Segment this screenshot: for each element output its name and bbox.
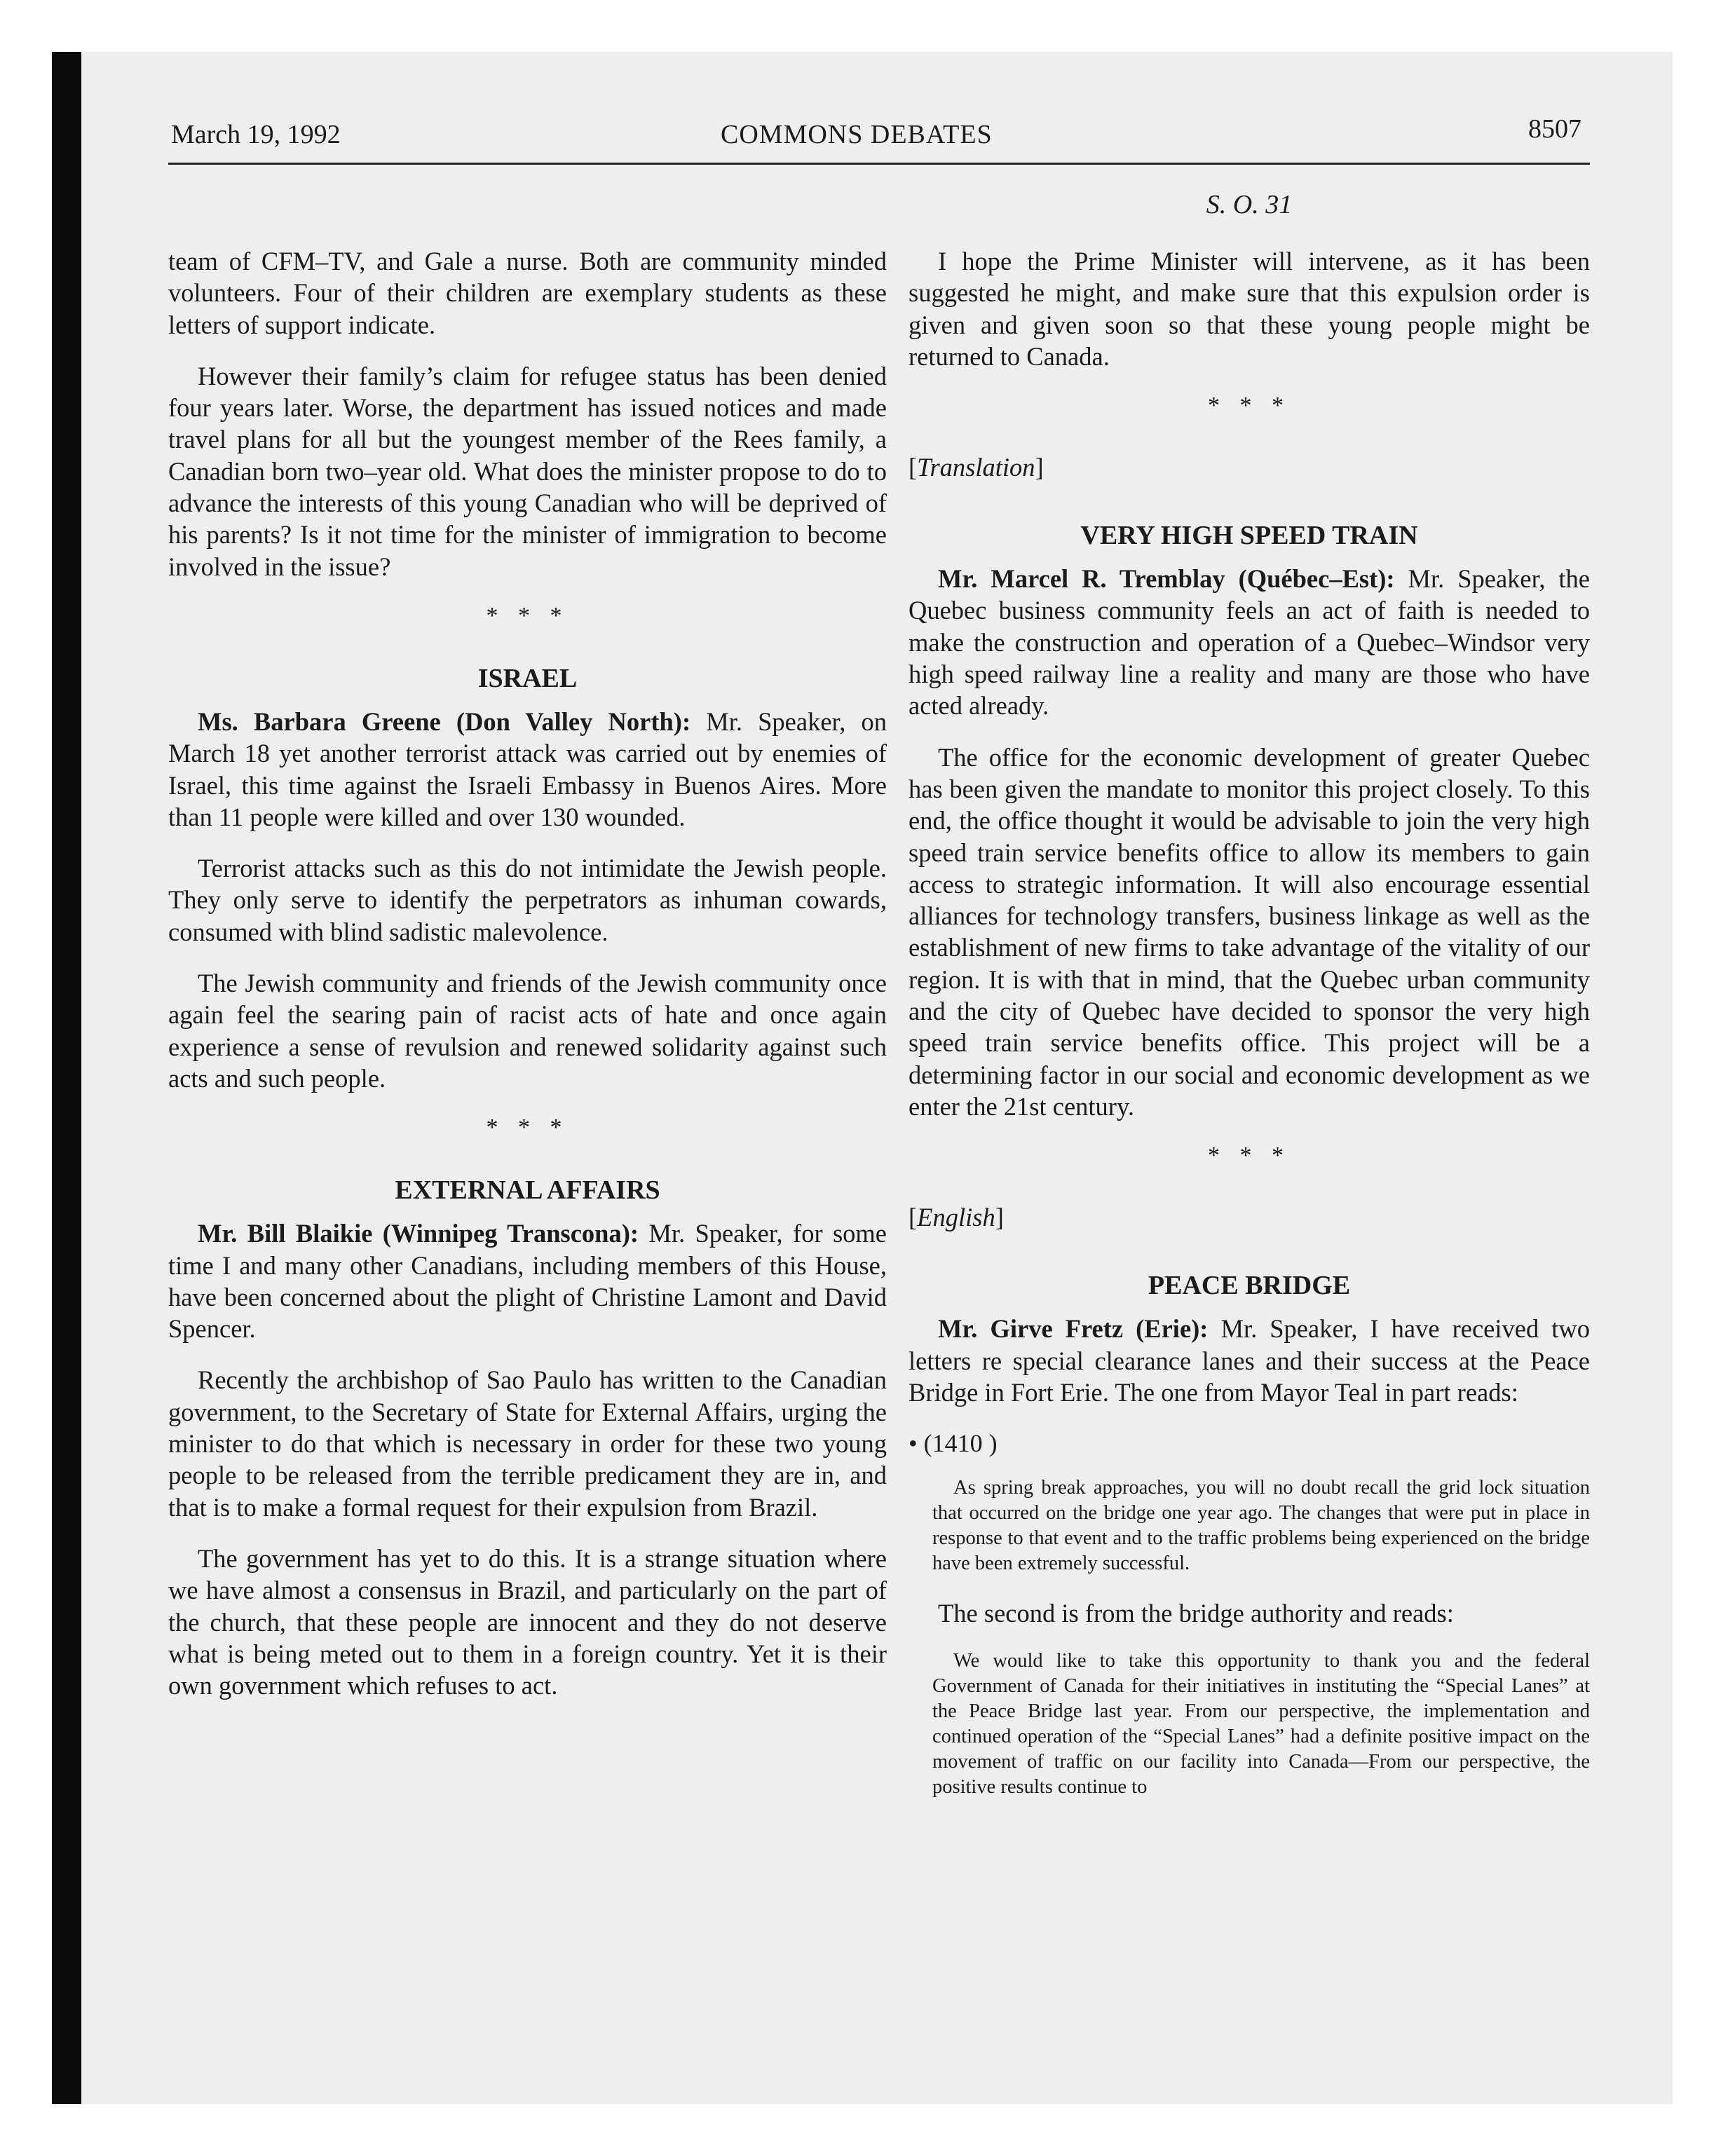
paragraph: The government has yet to do this. It is a strange situation where we have almost a consensus in Brazil, and particularly on the part of the church, that these people are innocent and they do not deserve what is being meted out to them in a foreign country. Yet it is their own government which refuses to act. bbox=[168, 1543, 887, 1700]
speech-paragraph bbox=[168, 1217, 887, 1344]
standing-order-label: S. O. 31 bbox=[1206, 190, 1293, 219]
paragraph: The second is from the bridge authority and reads: bbox=[938, 1599, 1454, 1628]
language-label: Translation bbox=[917, 453, 1035, 482]
speech-paragraph bbox=[168, 706, 887, 833]
section-heading: PEACE BRIDGE bbox=[1148, 1271, 1351, 1301]
speaker-name: Mr. Bill Blaikie (Winnipeg Transcona): bbox=[198, 1219, 639, 1248]
timestamp: • (1410 ) bbox=[909, 1429, 998, 1458]
section-separator: * * * bbox=[486, 1114, 569, 1141]
speech-text: Mr. Speaker, I have received two letters re special clearance lanes and their success at the Peace Bridge in Fort Erie. The one from Mayor Teal in part reads: bbox=[909, 1314, 1590, 1407]
block-quote: We would like to take this opportunity to thank you and the federal Government of Canada for their initiatives in instituting the “Special Lanes” at the Peace Bridge last year. From our perspective, the implementation and continued operation of the “Special Lanes” had a definite positive impact on the movement of traffic on our facility into Canada—From our perspective, the positive results continue to bbox=[932, 1650, 1590, 1799]
section-separator: * * * bbox=[1208, 393, 1291, 419]
language-label: English bbox=[917, 1203, 995, 1232]
section-separator: * * * bbox=[486, 602, 569, 629]
speaker-name: Mr. Marcel R. Tremblay (Québec–Est): bbox=[938, 564, 1395, 594]
language-marker: [English] bbox=[909, 1203, 1004, 1232]
speech-text: Mr. Speaker, the Quebec business community feels an act of faith is needed to make the construction and operation of a Quebec–Windsor very high speed railway line a reality and many are those who have acted already. bbox=[909, 564, 1590, 721]
section-heading: ISRAEL bbox=[477, 663, 578, 693]
speech-paragraph bbox=[909, 563, 1590, 721]
running-head-date: March 19, 1992 bbox=[171, 120, 341, 149]
paragraph: Terrorist attacks such as this do not intimidate the Jewish people. They only serve to identify the perpetrators as inhuman cowards, consumed with blind sadistic malevolence. bbox=[168, 854, 887, 946]
left-column bbox=[168, 245, 887, 1721]
page-number: 8507 bbox=[1528, 114, 1581, 144]
paragraph: I hope the Prime Minister will intervene, as it has been suggested he might, and make sure that this expulsion order is given and given soon so that these young people might be returned to Canada. bbox=[909, 247, 1590, 371]
section-separator: * * * bbox=[1208, 1142, 1291, 1169]
speech-text: Mr. Speaker, on March 18 yet another terrorist attack was carried out by enemies of Israel, this time against the Israeli Embassy in Buenos Aires. More than 11 people were killed and over 130 wounded. bbox=[168, 707, 887, 831]
binding-edge bbox=[52, 52, 81, 2104]
speaker-name: Ms. Barbara Greene (Don Valley North): bbox=[198, 707, 691, 736]
speaker-name: Mr. Girve Fretz (Erie): bbox=[938, 1314, 1209, 1344]
speech-text: Mr. Speaker, for some time I and many other Canadians, including members of this House, have been concerned about the plight of Christine Lamont and David Spencer. bbox=[168, 1219, 887, 1344]
paragraph: However their family’s claim for refugee status has been denied four years later. Worse, the department has issued notices and made travel plans for all but the youngest member of the Rees family, a Canadian born two–year old. What does the minister propose to do to advance the interests of this young Canadian who will be deprived of his parents? Is it not time for the minister of immigration to become involved in the issue? bbox=[168, 361, 887, 581]
section-heading: VERY HIGH SPEED TRAIN bbox=[1080, 521, 1418, 551]
paragraph: The Jewish community and friends of the Jewish community once again feel the searing pain of racist acts of hate and once again experience a sense of revulsion and renewed solidarity against such acts and such people. bbox=[168, 969, 887, 1093]
right-column bbox=[909, 189, 1590, 1821]
section-heading: EXTERNAL AFFAIRS bbox=[395, 1175, 660, 1206]
paragraph: The office for the economic development of greater Quebec has been given the mandate to monitor this project closely. To this end, the office thought it would be advisable to join the very high speed train service benefits office to allow its members to gain access to strategic information. It will also encourage essential alliances for technology transfers, business linkage as well as the establishment of new firms to take advantage of the vitality of our region. It is with that in mind, that the Quebec urban community and the city of Quebec have decided to sponsor the very high speed train service benefits office. This project will be a determining factor in our social and economic development as we enter the 21st century. bbox=[909, 742, 1590, 1121]
running-head-title: COMMONS DEBATES bbox=[721, 120, 993, 149]
paragraph: team of CFM–TV, and Gale a nurse. Both are community minded volunteers. Four of their children are exemplary students as these letters of support indicate. bbox=[168, 247, 887, 339]
paragraph: Recently the archbishop of Sao Paulo has written to the Canadian government, to the Secretary of State for External Affairs, urging the minister to do that which is necessary in order for these two young people to be released from the terrible predicament they are in, and that is to make a formal request for their expulsion from Brazil. bbox=[168, 1365, 887, 1522]
speech-paragraph bbox=[909, 1313, 1590, 1408]
header-rule bbox=[168, 163, 1590, 165]
translation-marker: [Translation] bbox=[909, 453, 1044, 482]
block-quote: As spring break approaches, you will no doubt recall the grid lock situation that occurred on the bridge one year ago. The changes that were put in place in response to that event and to the traffic problems being experienced on the bridge have been extremely successful. bbox=[932, 1477, 1590, 1575]
